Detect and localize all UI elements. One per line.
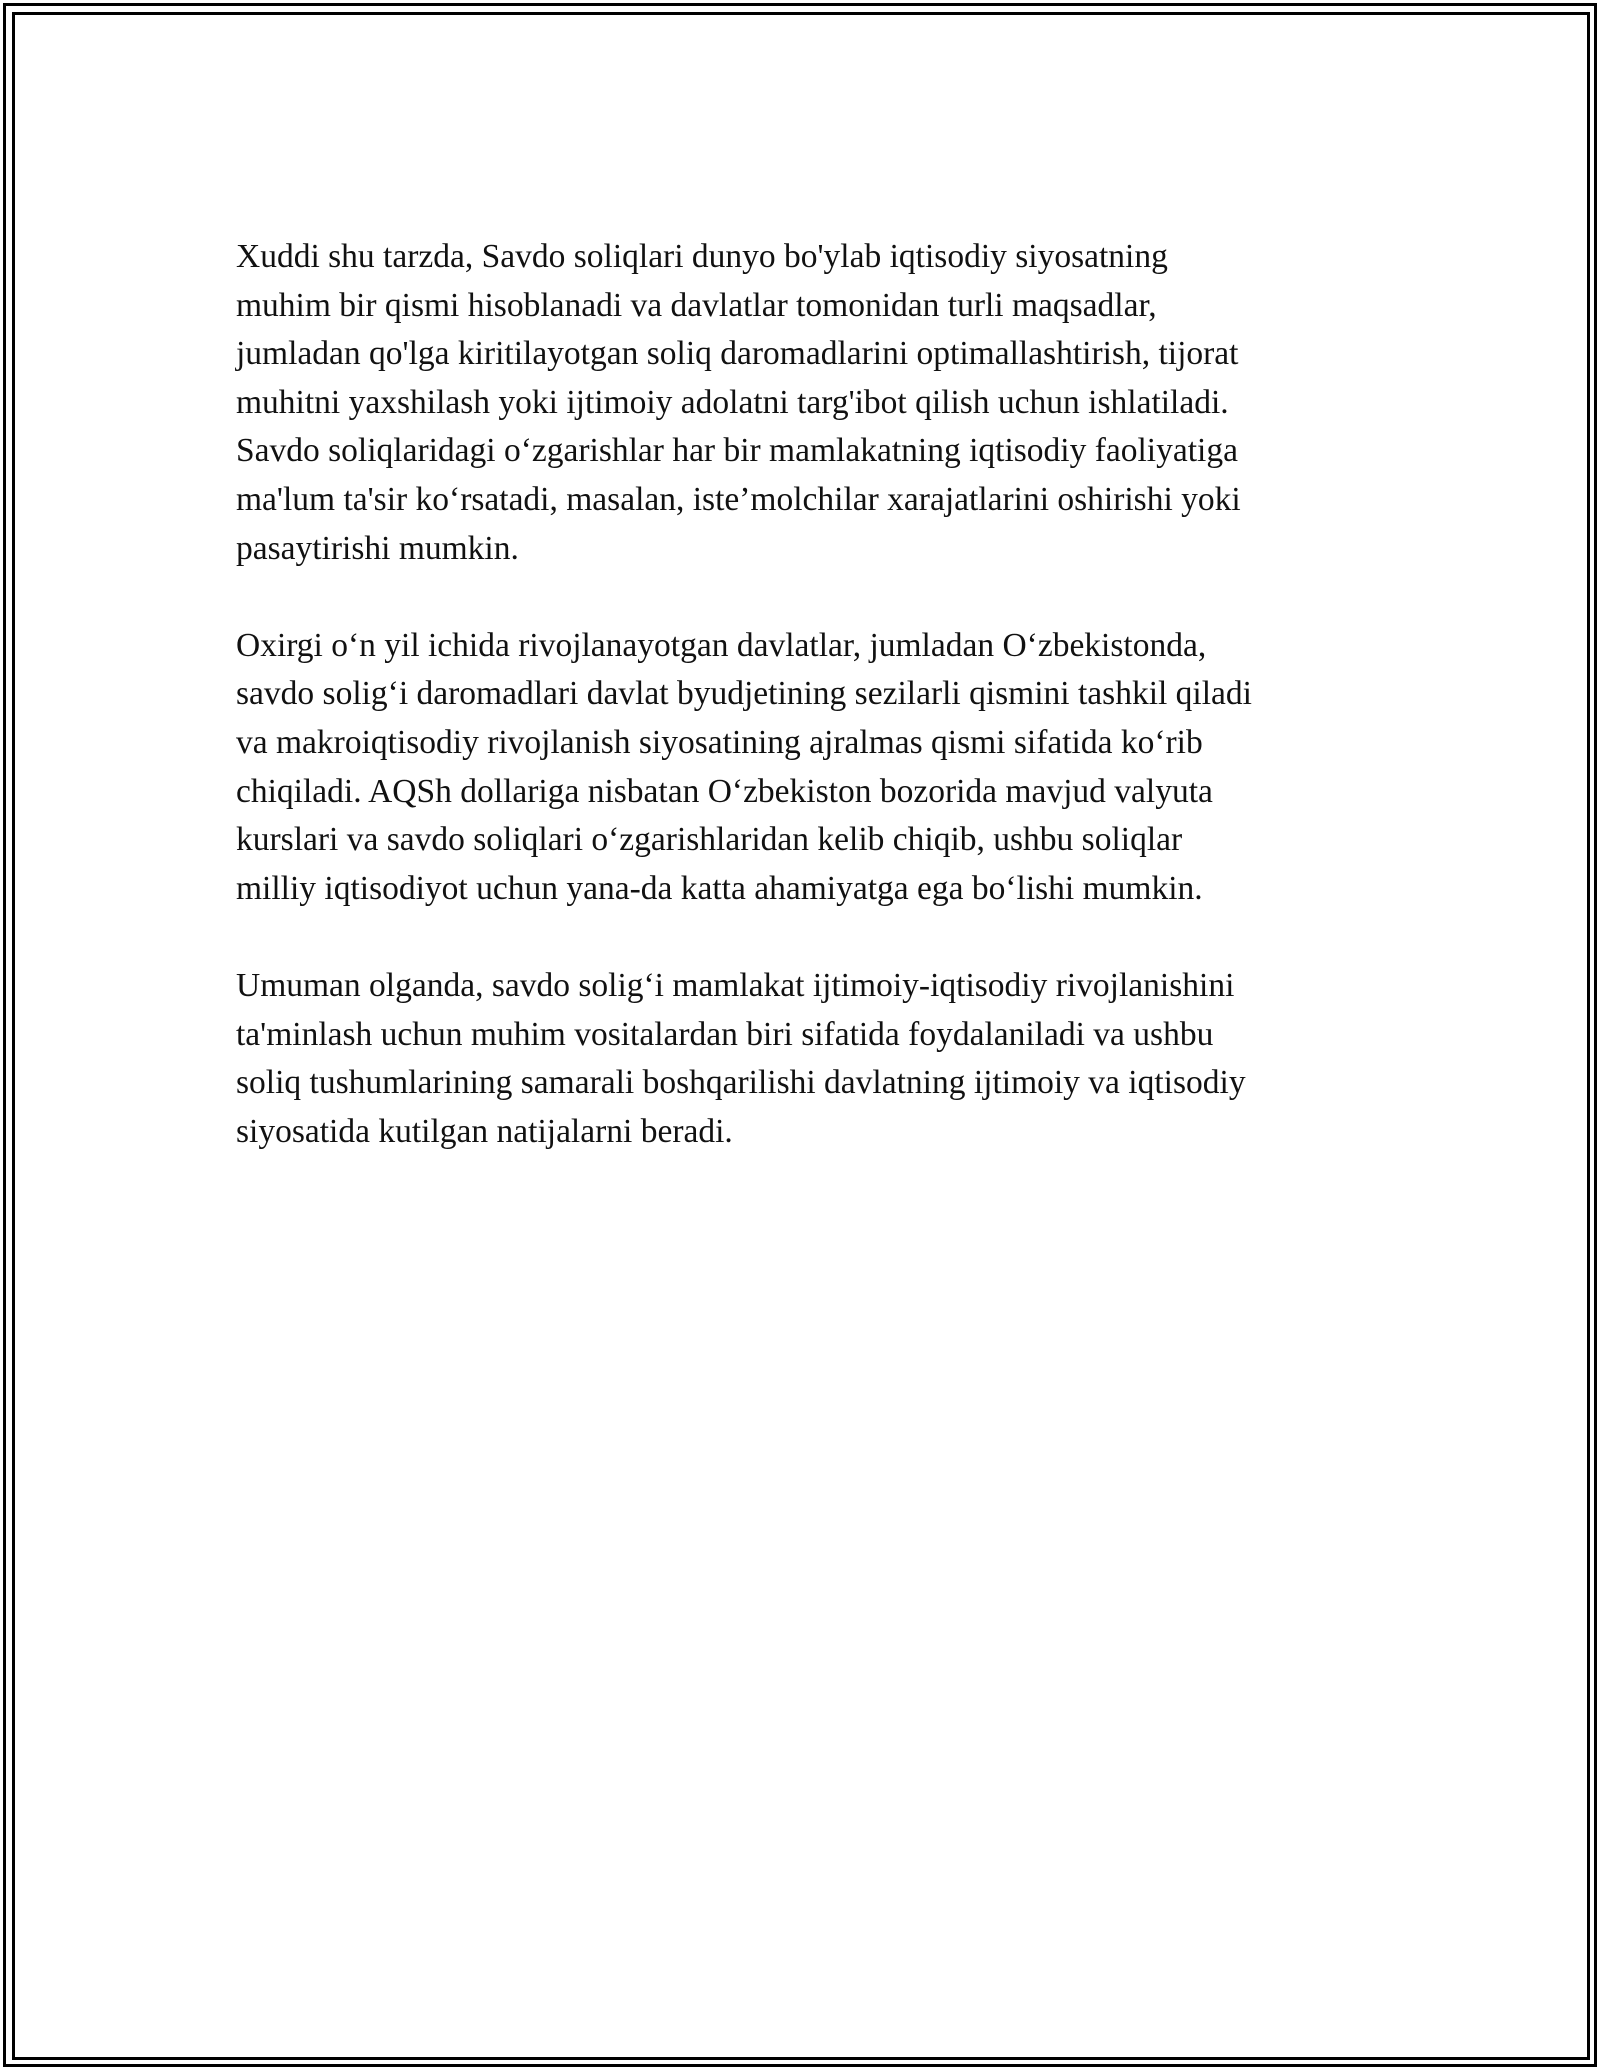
text-line: milliy iqtisodiyot uchun yana-da katta ahamiyatga ega bo‘lishi mumkin. — [236, 869, 1203, 907]
text-line: kurslari va savdo soliqlari o‘zgarishlaridan kelib chiqib, ushbu soliqlar — [236, 821, 1183, 859]
document-body — [236, 233, 1376, 1205]
text-line: muhitni yaxshilash yoki ijtimoiy adolatni targ'ibot qilish uchun ishlatiladi. — [236, 383, 1229, 421]
text-line: pasaytirishi mumkin. — [236, 529, 519, 567]
text-line: siyosatida kutilgan natijalarni beradi. — [236, 1112, 733, 1150]
text-line: soliq tushumlarining samarali boshqarilishi davlatning ijtimoiy va iqtisodiy — [236, 1064, 1246, 1102]
text-line: Oxirgi o‘n yil ichida rivojlanayotgan davlatlar, jumladan O‘zbekistonda, — [236, 626, 1207, 664]
text-line: Savdo soliqlaridagi o‘zgarishlar har bir mamlakatning iqtisodiy faoliyatiga — [236, 432, 1238, 470]
paragraph-2 — [236, 622, 1376, 914]
paragraph-3 — [236, 962, 1376, 1156]
text-line: Umuman olganda, savdo solig‘i mamlakat ijtimoiy-iqtisodiy rivojlanishini — [236, 966, 1235, 1004]
text-line: ma'lum ta'sir ko‘rsatadi, masalan, iste’molchilar xarajatlarini oshirishi yoki — [236, 480, 1241, 518]
text-line: savdo solig‘i daromadlari davlat byudjetining sezilarli qismini tashkil qiladi — [236, 675, 1252, 713]
text-line: Xuddi shu tarzda, Savdo soliqlari dunyo bo'ylab iqtisodiy siyosatning — [236, 238, 1168, 275]
paragraph-1 — [236, 233, 1376, 573]
text-line: ta'minlash uchun muhim vositalardan biri sifatida foydalaniladi va ushbu — [236, 1015, 1214, 1053]
text-line: chiqiladi. AQSh dollariga nisbatan O‘zbekiston bozorida mavjud valyuta — [236, 772, 1213, 810]
text-line: jumladan qo'lga kiritilayotgan soliq daromadlarini optimallashtirish, tijorat — [236, 335, 1239, 373]
text-line: va makroiqtisodiy rivojlanish siyosatining ajralmas qismi sifatida ko‘rib — [236, 723, 1203, 761]
text-line: muhim bir qismi hisoblanadi va davlatlar tomonidan turli maqsadlar, — [236, 286, 1157, 324]
